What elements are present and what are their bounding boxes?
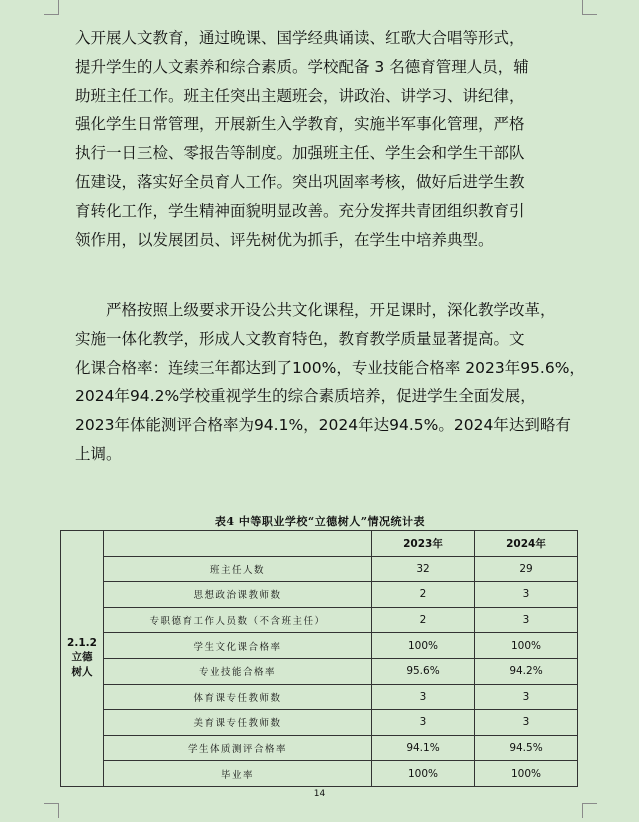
indicator-cell: 学生体质测评合格率 bbox=[104, 735, 372, 761]
table-row bbox=[61, 684, 578, 710]
value-2023: 3 bbox=[372, 710, 475, 736]
text-line: 提升学生的人文素养和综合素质。学校配备 3 名德育管理人员，辅 bbox=[75, 57, 529, 76]
text-line: 育转化工作，学生精神面貌明显改善。充分发挥共青团组织教育引 bbox=[75, 201, 525, 220]
value-2024: 3 bbox=[475, 607, 578, 633]
value-2024: 100% bbox=[475, 633, 578, 659]
value-2023: 32 bbox=[372, 556, 475, 582]
table-row bbox=[61, 556, 578, 582]
table-row bbox=[61, 607, 578, 633]
text-line: 上调。 bbox=[75, 444, 122, 463]
crop-mark-bottom-left bbox=[44, 803, 59, 818]
table-header-row bbox=[61, 531, 578, 557]
crop-mark-top-left bbox=[44, 0, 59, 15]
indicator-cell: 美育课专任教师数 bbox=[104, 710, 372, 736]
text-line: 2023年体能测评合格率为94.1%，2024年达94.5%。2024年达到略有 bbox=[75, 416, 571, 435]
indicator-cell: 专职德育工作人员数（不含班主任） bbox=[104, 607, 372, 633]
text-line: 强化学生日常管理，开展新生入学教育，实施半军事化管理，严格 bbox=[75, 115, 525, 134]
table-row bbox=[61, 761, 578, 787]
text-line: 领作用，以发展团员、评先树优为抓手，在学生中培养典型。 bbox=[75, 230, 494, 249]
crop-mark-top-right bbox=[582, 0, 597, 15]
indicator-cell: 思想政治课教师数 bbox=[104, 582, 372, 608]
text-line: 化课合格率：连续三年都达到了100%，专业技能合格率 2023年95.6%， bbox=[75, 358, 585, 377]
indicator-cell: 体育课专任教师数 bbox=[104, 684, 372, 710]
indicator-cell: 班主任人数 bbox=[104, 556, 372, 582]
page-number: 14 bbox=[313, 789, 326, 799]
value-2024: 100% bbox=[475, 761, 578, 787]
value-2024: 3 bbox=[475, 684, 578, 710]
category-cell bbox=[61, 531, 104, 787]
table-row bbox=[61, 633, 578, 659]
table-row bbox=[61, 710, 578, 736]
value-2024: 29 bbox=[475, 556, 578, 582]
value-2024: 94.5% bbox=[475, 735, 578, 761]
value-2023: 100% bbox=[372, 633, 475, 659]
text-line: 实施一体化教学，形成人文教育特色，教育教学质量显著提高。文 bbox=[75, 329, 525, 348]
value-2023: 2 bbox=[372, 582, 475, 608]
indicator-cell: 学生文化课合格率 bbox=[104, 633, 372, 659]
value-2024: 94.2% bbox=[475, 658, 578, 684]
paragraph-curriculum bbox=[75, 296, 585, 469]
table-row bbox=[61, 582, 578, 608]
category-label-1: 立德 bbox=[71, 651, 93, 664]
value-2023: 2 bbox=[372, 607, 475, 633]
crop-mark-bottom-right bbox=[582, 803, 597, 818]
value-2024: 3 bbox=[475, 710, 578, 736]
header-2023: 2023年 bbox=[372, 531, 475, 557]
header-2024: 2024年 bbox=[475, 531, 578, 557]
text-line: 执行一日三检、零报告等制度。加强班主任、学生会和学生干部队 bbox=[75, 144, 525, 163]
table-caption: 表4 中等职业学校“立德树人”情况统计表 bbox=[214, 515, 426, 528]
category-label-2: 树人 bbox=[71, 666, 93, 679]
value-2024: 3 bbox=[475, 582, 578, 608]
table-row bbox=[61, 658, 578, 684]
text-line: 助班主任工作。班主任突出主题班会，讲政治、讲学习、讲纪律， bbox=[75, 86, 525, 105]
category-code: 2.1.2 bbox=[67, 637, 97, 650]
table-row bbox=[61, 735, 578, 761]
indicator-cell: 毕业率 bbox=[104, 761, 372, 787]
value-2023: 95.6% bbox=[372, 658, 475, 684]
text-line: 伍建设，落实好全员育人工作。突出巩固率考核，做好后进学生教 bbox=[75, 172, 525, 191]
text-line: 2024年94.2%学校重视学生的综合素质培养，促进学生全面发展， bbox=[75, 387, 536, 406]
statistics-table bbox=[60, 530, 578, 787]
text-line: 入开展人文教育，通过晚课、国学经典诵读、红歌大合唱等形式， bbox=[75, 29, 525, 47]
value-2023: 100% bbox=[372, 761, 475, 787]
paragraph-moral-education bbox=[75, 24, 565, 254]
value-2023: 94.1% bbox=[372, 735, 475, 761]
text-line: 严格按照上级要求开设公共文化课程，开足课时，深化教学改革， bbox=[75, 301, 556, 319]
value-2023: 3 bbox=[372, 684, 475, 710]
indicator-cell: 专业技能合格率 bbox=[104, 658, 372, 684]
header-indicator bbox=[104, 531, 372, 557]
